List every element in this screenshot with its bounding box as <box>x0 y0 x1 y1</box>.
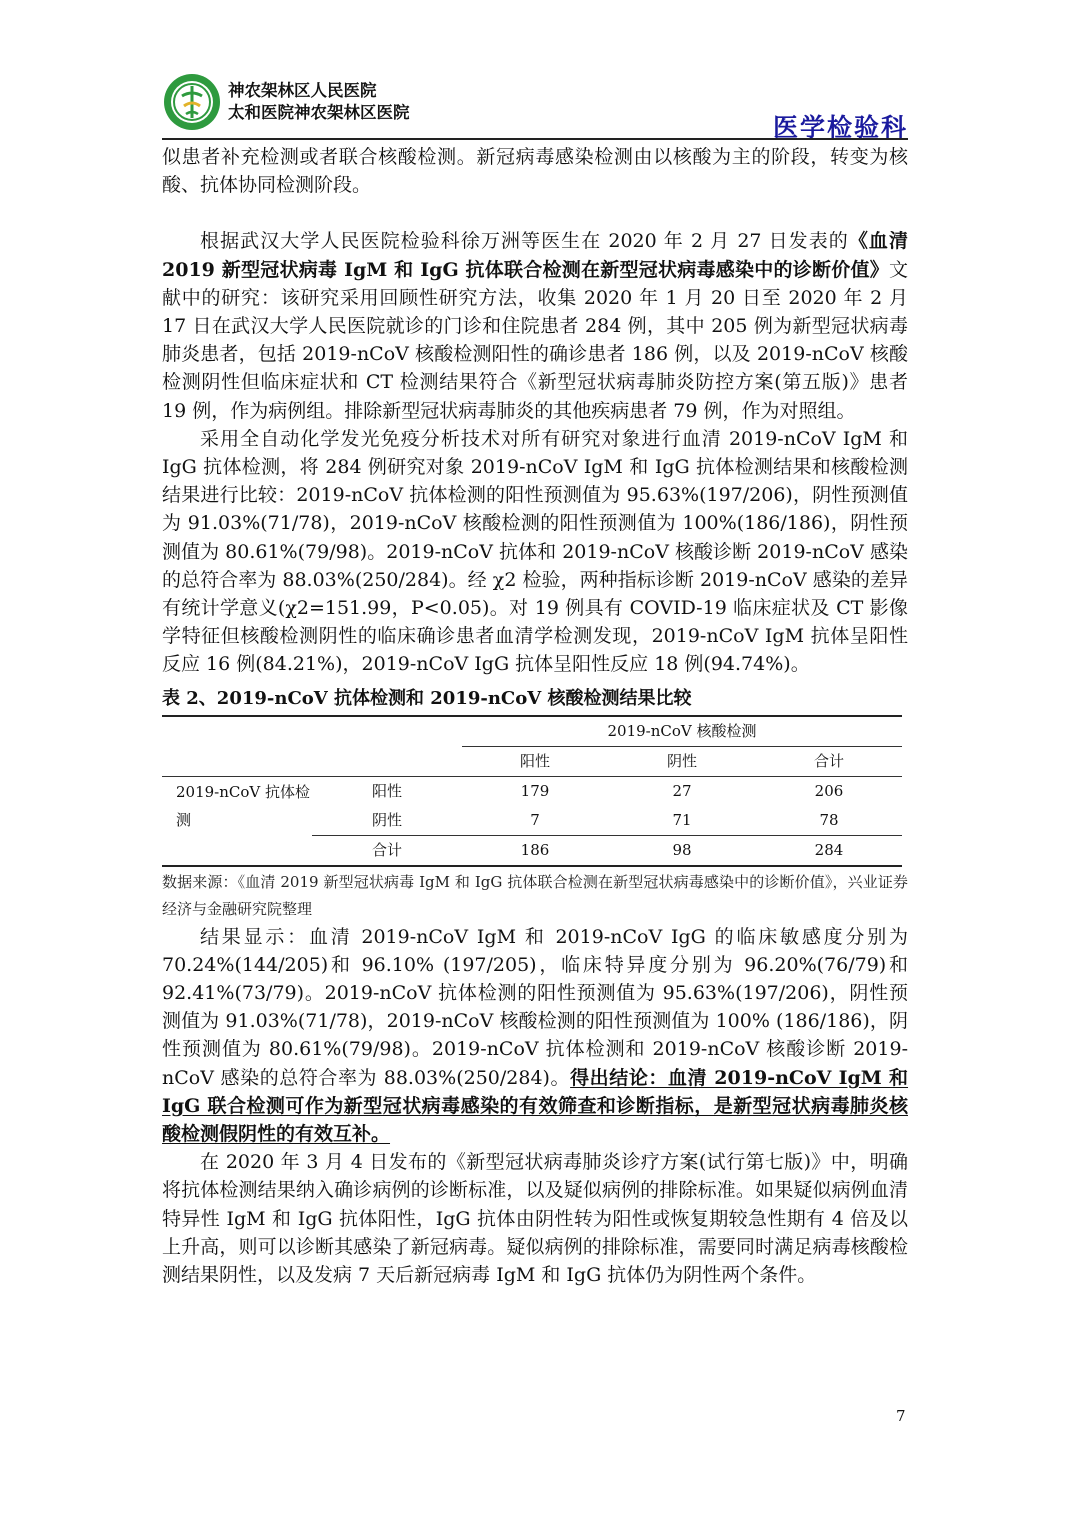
paragraph-2 <box>162 227 908 424</box>
table-cell: 7 <box>462 806 608 836</box>
table-cell: 78 <box>756 806 902 836</box>
column-header: 阴性 <box>608 746 756 776</box>
column-header: 合计 <box>756 746 902 776</box>
hospital-name-line2: 太和医院神农架林区医院 <box>228 103 410 122</box>
table-cell: 206 <box>814 782 844 801</box>
paragraph-3: 采用全自动化学发光免疫分析技术对所有研究对象进行血清 2019-nCoV IgM 和 IgG 抗体检测，将 284 例研究对象 2019-nCoV IgM 和 IgG 抗体检测结果和核酸检测结果进行比较：2019-nCoV 抗体检测的阳性预测值为 95.63%(197/206)，阴性预测值为 91.03%(71/78)，2019-nCoV 核酸检测的阳性预测值为 100%(186/186)，阴性预测值为 80.61%(79/98)。2019-nCoV 抗体和 2019-nCoV 核酸诊断 2019-nCoV 感染的总符合率为 88.03%(250/284)。经 χ2 检验，两种指标诊断 2019-nCoV 感染的差异有统计学意义(χ2=151.99，P<0.05)。对 19 例具有 COVID-19 临床症状及 CT 影像学特征但核酸检测阴性的临床确诊患者血清学检测发现，2019-nCoV IgM 抗体呈阳性反应 16 例(84.21%)，2019-nCoV IgG 抗体呈阳性反应 18 例(94.74%)。 <box>162 427 908 676</box>
paragraph-1: 似患者补充检测或者联合核酸检测。新冠病毒感染检测由以核酸为主的阶段，转变为核酸、抗体协同检测阶段。 <box>162 146 908 197</box>
column-group-header: 2019-nCoV 核酸检测 <box>462 716 902 747</box>
paper-title: 《血清 2019 新型冠状病毒 IgM 和 IgG 抗体联合检测在新型冠状病毒感染中的诊断价值》 <box>162 230 908 281</box>
paragraph-4 <box>162 923 908 1149</box>
table-corner <box>162 746 312 776</box>
row-label: 阴性 <box>312 806 462 836</box>
department-title: 医学检验科 <box>772 113 908 142</box>
table-cell: 284 <box>756 835 902 866</box>
paragraph-5: 在 2020 年 3 月 4 日发布的《新型冠状病毒肺炎诊疗方案(试行第七版)》中，明确将抗体检测结果纳入确诊病例的诊断标准，以及疑似病例的排除标准。如果疑似病例血清特异性 IgM 和 IgG 抗体阳性，IgG 抗体由阴性转为阳性或恢复期较急性期有 4 倍及以上升高，则可以诊断其感染了新冠病毒。疑似病例的排除标准，需要同时满足病毒核酸检测结果阴性，以及发病 7 天后新冠病毒 IgM 和 IgG 抗体仍为阴性两个条件。 <box>162 1151 908 1287</box>
table-corner <box>162 716 312 747</box>
table-cell: 27 <box>672 782 692 801</box>
table-corner <box>312 716 462 747</box>
hospital-name <box>228 80 410 124</box>
table-row <box>162 776 902 806</box>
table-cell: 71 <box>608 806 756 836</box>
page-header <box>162 72 908 142</box>
hospital-name-line1: 神农架林区人民医院 <box>228 81 377 100</box>
paragraph-2-body: 文献中的研究：该研究采用回顾性研究方法，收集 2020 年 1 月 20 日至 2020 年 2 月 17 日在武汉大学人民医院就诊的门诊和住院患者 284 例，其中 205 例为新型冠状病毒肺炎患者，包括 2019-nCoV 核酸检测阳性的确诊患者 186 例，以及 2019-nCoV 核酸检测阴性但临床症状和 CT 检测结果符合《新型冠状病毒肺炎防控方案(第五版)》患者 19 例，作为病例组。排除新型冠状病毒肺炎的其他疾病患者 79 例，作为对照组。 <box>162 258 908 422</box>
results-table <box>162 715 902 867</box>
table-cell: 186 <box>462 835 608 866</box>
row-label: 阳性 <box>371 782 402 801</box>
conclusion-text: 得出结论：血清 2019-nCoV IgM 和 IgG 联合检测可作为新型冠状病毒感染的有效筛查和诊断指标，是新型冠状病毒肺炎核酸检测假阴性的有效互补。 <box>162 1066 909 1146</box>
document-body <box>162 143 908 1289</box>
table-corner <box>312 746 462 776</box>
table-row <box>162 835 902 866</box>
table-cell: 98 <box>608 835 756 866</box>
paragraph-2-intro: 根据武汉大学人民医院检验科徐万洲等医生在 2020 年 2 月 27 日发表的 <box>200 230 849 253</box>
paragraph-4-body: 结果显示：血清 2019-nCoV IgM 和 2019-nCoV IgG 的临床敏感度分别为 70.24%(144/205)和 96.10% (197/205)，临床特异度分别为 96.20%(76/79)和 92.41%(73/79)。2019-nCoV 抗体检测的阳性预测值为 95.63%(197/206)，阴性预测值为 91.03%(71/78)，2019-nCoV 核酸检测的阳性预测值为 100% (186/186)，阴性预测值为 80.61%(79/98)。2019-nCoV 抗体检测和 2019-nCoV 核酸诊断 2019-nCoV 感染的总符合率为 88.03%(250/284)。 <box>162 925 908 1089</box>
row-label: 合计 <box>312 835 462 866</box>
table-cell: 179 <box>520 782 550 801</box>
paragraph-gap <box>162 199 908 227</box>
row-group-label: 2019-nCoV 抗体检测 <box>176 782 311 829</box>
header-divider <box>162 138 908 140</box>
column-header: 阳性 <box>462 746 608 776</box>
table-source: 数据来源：《血清 2019 新型冠状病毒 IgM 和 IgG 抗体联合检测在新型冠状病毒感染中的诊断价值》，兴业证券经济与金融研究院整理 <box>162 872 908 918</box>
hospital-logo-icon <box>162 72 222 132</box>
page-number: 7 <box>896 1407 906 1425</box>
table-caption: 表 2、2019-nCoV 抗体检测和 2019-nCoV 核酸检测结果比较 <box>162 687 692 709</box>
table-corner <box>162 835 312 866</box>
